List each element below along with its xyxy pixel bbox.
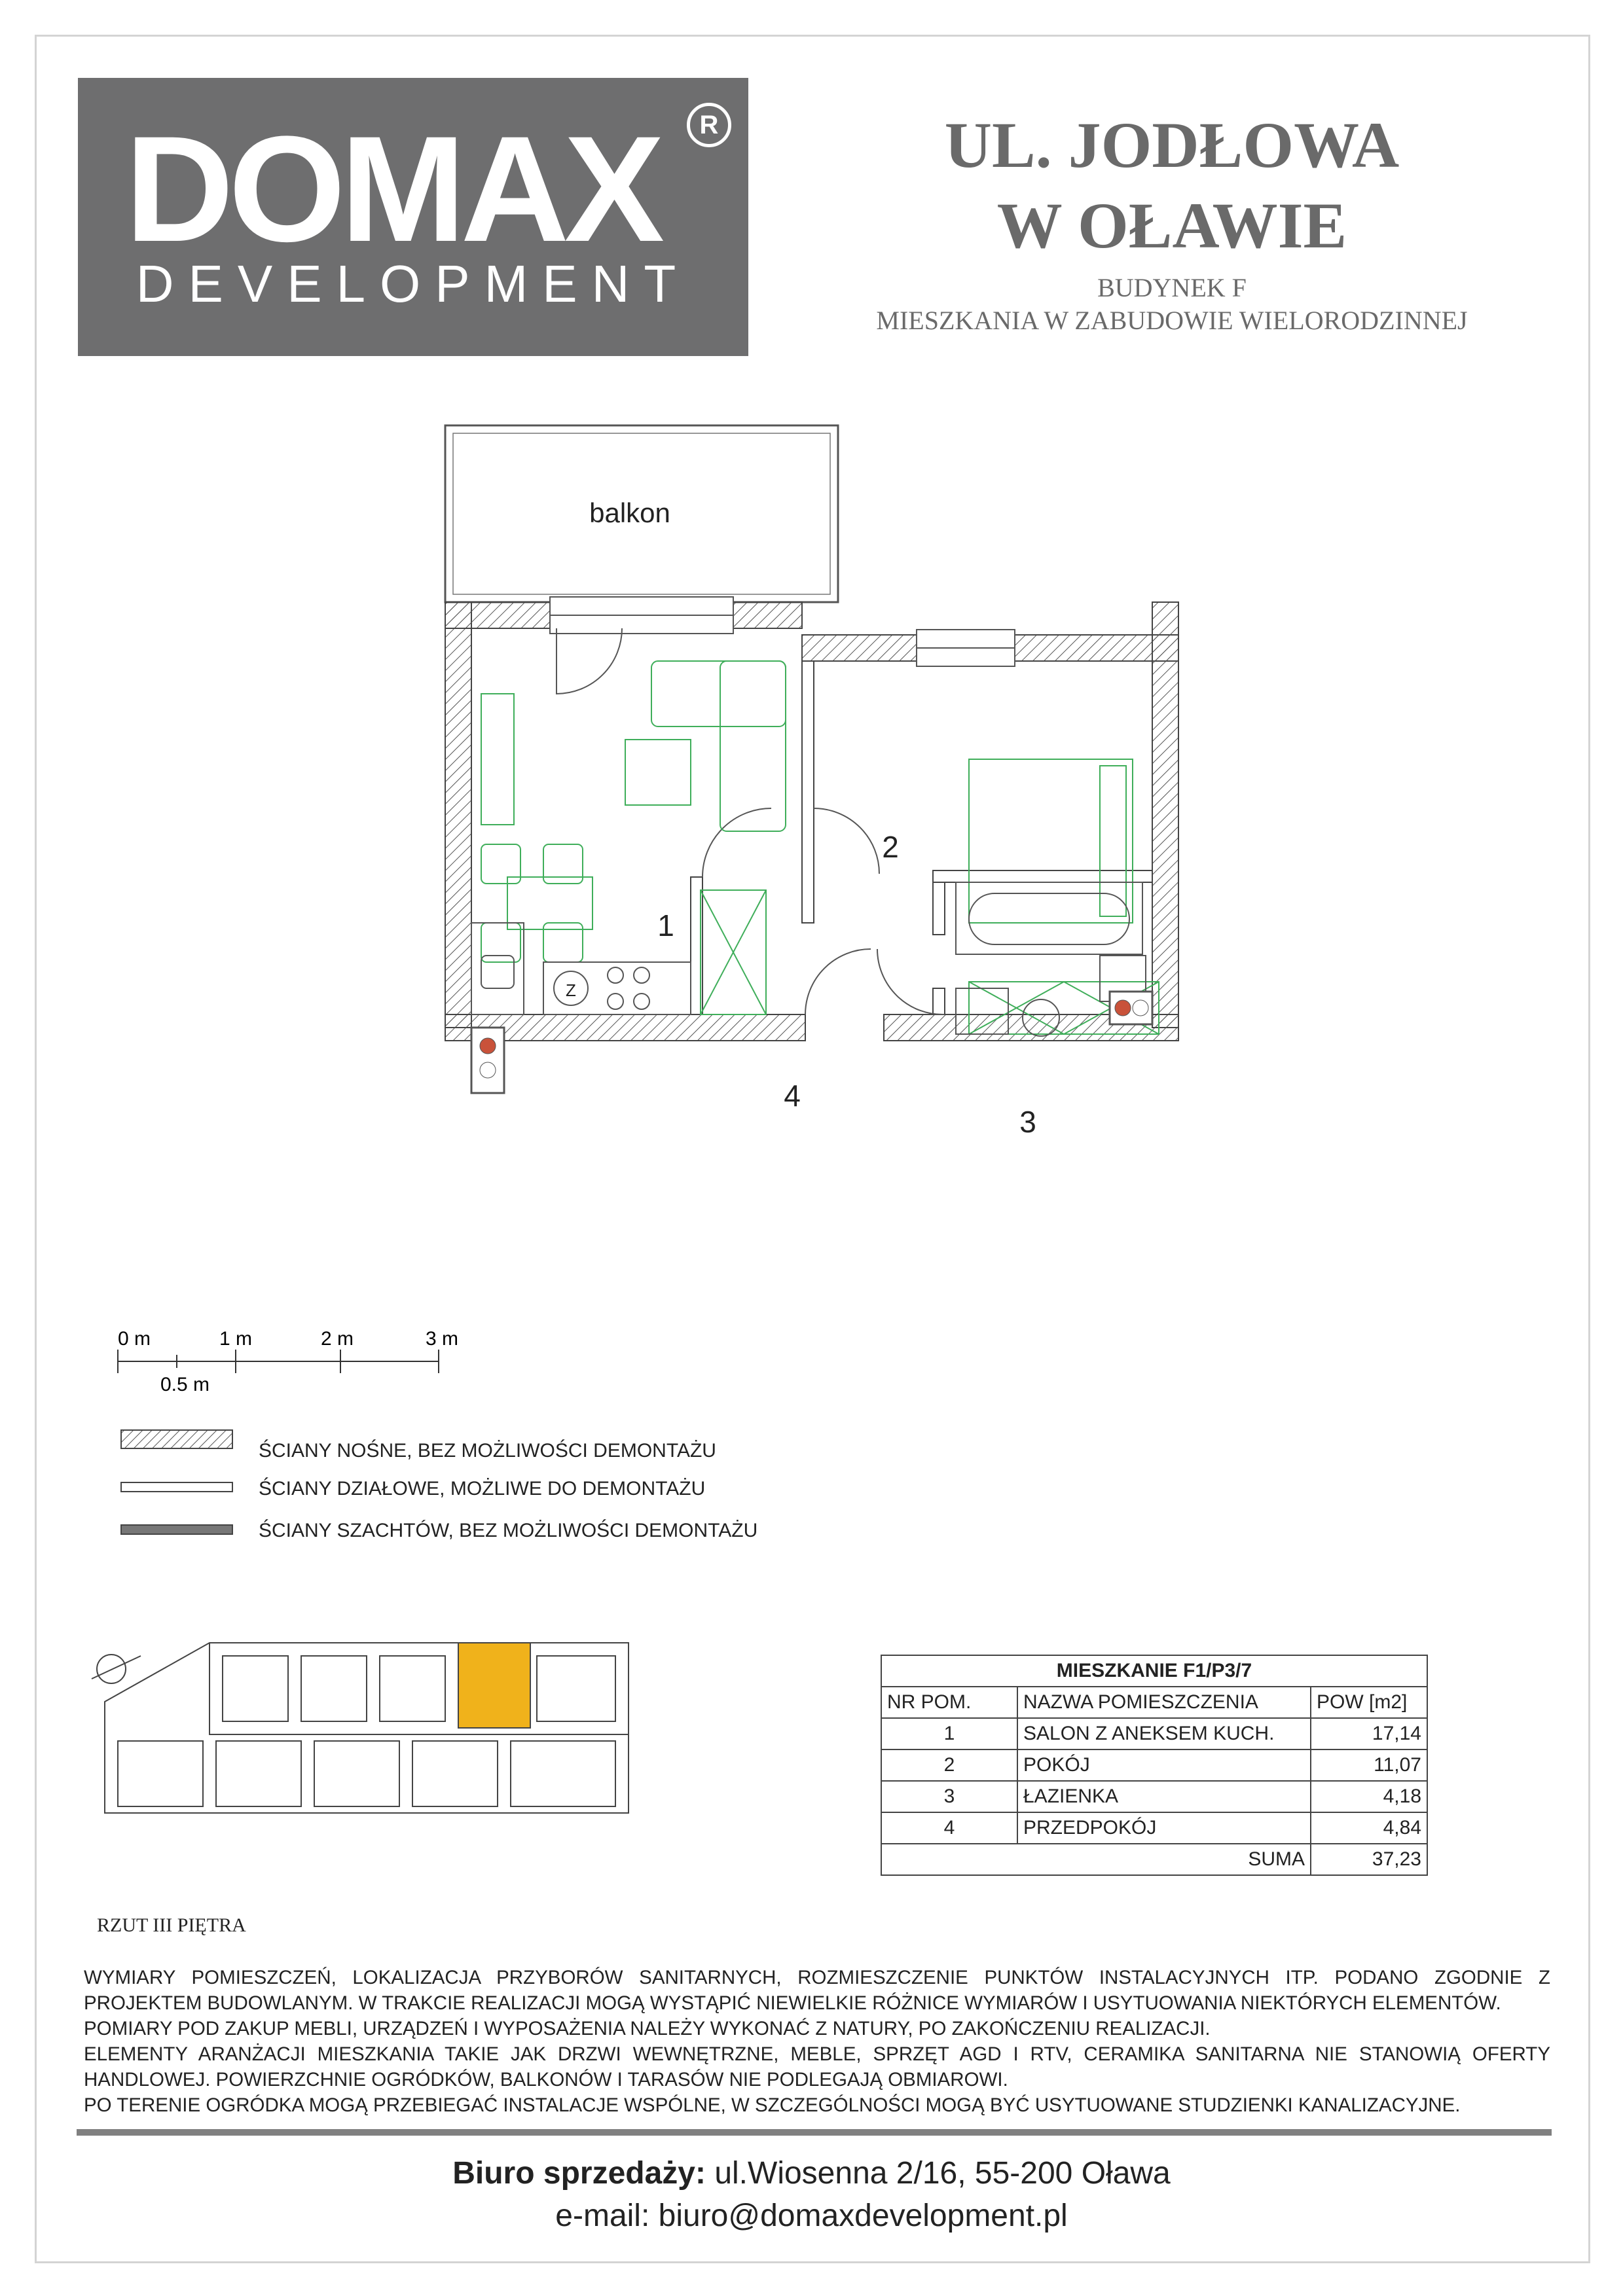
row-name: SALON Z ANEKSEM KUCH. [1017, 1718, 1311, 1749]
balcony [445, 425, 838, 602]
note-1: WYMIARY POMIESZCZEŃ, LOKALIZACJA PRZYBORÓW SANITARNYCH, ROZMIESZCZENIE PUNKTÓW INSTALACYJNYCH ITP. PODANO ZGODNIE Z PROJEKTEM BUDOWLANYM. W TRAKCIE REALIZACJI MOGĄ WYSTĄPIĆ NIEWIELKIE RÓŻNICE WYMIARÓW I USYTUOWANIA NIEKTÓRYCH ELEMENTÓW. [84, 1967, 1550, 2014]
row-name: ŁAZIENKA [1017, 1781, 1311, 1812]
stove-label: Z [566, 980, 576, 1000]
table-row [881, 1749, 1427, 1781]
note-4: PO TERENIE OGRÓDKA MOGĄ PRZEBIEGAĆ INSTALACJE WSPÓLNE, W SZCZEGÓLNOŚCI MOGĄ BYĆ USYTUOWANE STUDZIENKI KANALIZACYJNE. [84, 2094, 1461, 2116]
header-area: POW [m2] [1311, 1687, 1427, 1718]
building-subtitle: BUDYNEK F [1097, 273, 1247, 302]
sales-office-address: ul.Wiosenna 2/16, 55-200 Oława [705, 2156, 1171, 2191]
legend-shaft-swatch [121, 1525, 232, 1534]
scale-3m: 3 m [426, 1328, 459, 1350]
street-title: UL. JODŁOWA [944, 109, 1400, 181]
scale-0m: 0 m [118, 1328, 151, 1350]
room-number-4: 4 [784, 1079, 801, 1113]
room-area-table [881, 1655, 1428, 1876]
row-nr: 2 [881, 1749, 1017, 1781]
doors [556, 628, 945, 1014]
shafts [471, 992, 1152, 1093]
row-nr: 4 [881, 1812, 1017, 1844]
row-area: 4,18 [1311, 1781, 1427, 1812]
row-name: POKÓJ [1017, 1749, 1311, 1781]
scale-bar [111, 1316, 478, 1401]
row-nr: 3 [881, 1781, 1017, 1812]
row-area: 11,07 [1311, 1749, 1427, 1781]
row-nr: 1 [881, 1718, 1017, 1749]
table-row [881, 1781, 1427, 1812]
disclaimer-notes [84, 1965, 1550, 2118]
room-number-3: 3 [1019, 1105, 1036, 1139]
scale-1m: 1 m [219, 1328, 253, 1350]
legend-swatches [118, 1427, 255, 1558]
table-title: MIESZKANIE F1/P3/7 [881, 1655, 1427, 1687]
table-sum-row [881, 1844, 1427, 1875]
table-row [881, 1718, 1427, 1749]
scale-half-m: 0.5 m [160, 1374, 210, 1395]
room-number-2: 2 [882, 830, 899, 864]
room-number-1: 1 [657, 908, 674, 942]
legend-load-bearing-swatch [121, 1430, 232, 1448]
row-name: PRZEDPOKÓJ [1017, 1812, 1311, 1844]
row-area: 17,14 [1311, 1718, 1427, 1749]
note-3: ELEMENTY ARANŻACJI MIESZKANIA TAKIE JAK DRZWI WEWNĘTRZNE, MEBLE, SPRZĘT AGD I RTV, CERAMIKA SANITARNA NIE STANOWIĄ OFERTY HANDLOWEJ. POWIERZCHNIE OGRÓDKÓW, BALKONÓW I TARASÓW NIE PODLEGAJĄ OBMIAROWI. [84, 2043, 1550, 2090]
balcony-label: balkon [589, 497, 670, 528]
header-nr: NR POM. [881, 1687, 1017, 1718]
table-row [881, 1812, 1427, 1844]
sum-label: SUMA [881, 1844, 1311, 1875]
logo-sub-text: DEVELOPMENT [136, 255, 691, 313]
apartment-highlight [458, 1643, 530, 1728]
city-title: W OŁAWIE [996, 189, 1347, 262]
scale-2m: 2 m [321, 1328, 354, 1350]
sales-office-label: Biuro sprzedaży: [452, 2156, 706, 2191]
header-name: NAZWA POMIESZCZENIA [1017, 1687, 1311, 1718]
legend-partition: ŚCIANY DZIAŁOWE, MOŻLIWE DO DEMONTAŻU [259, 1478, 706, 1499]
company-logo [78, 78, 748, 356]
type-subtitle: MIESZKANIA W ZABUDOWIE WIELORODZINNEJ [876, 306, 1468, 335]
key-plan [79, 1617, 655, 1852]
floor-label: RZUT III PIĘTRA [97, 1914, 246, 1936]
contact-email[interactable]: e-mail: biuro@domaxdevelopment.pl [555, 2198, 1068, 2233]
legend-load-bearing: ŚCIANY NOŚNE, BEZ MOŻLIWOŚCI DEMONTAŻU [259, 1440, 716, 1462]
furniture [481, 661, 1159, 1034]
partition-walls [691, 661, 1152, 1014]
row-area: 4,84 [1311, 1812, 1427, 1844]
sum-value: 37,23 [1311, 1844, 1427, 1875]
legend-partition-swatch [121, 1482, 232, 1492]
sales-office [0, 2155, 1623, 2191]
footer-divider [77, 2129, 1552, 2136]
logo-main-text: DOMAX [124, 105, 660, 273]
legend-shaft: ŚCIANY SZACHTÓW, BEZ MOŻLIWOŚCI DEMONTAŻU [259, 1520, 758, 1541]
floor-plan [426, 412, 1211, 1316]
note-2: POMIARY POD ZAKUP MEBLI, URZĄDZEŃ I WYPOSAŻENIA NALEŻY WYKONAĆ Z NATURY, PO ZAKOŃCZENIU REALIZACJI. [84, 2018, 1211, 2039]
registered-mark-icon: R [687, 103, 731, 147]
